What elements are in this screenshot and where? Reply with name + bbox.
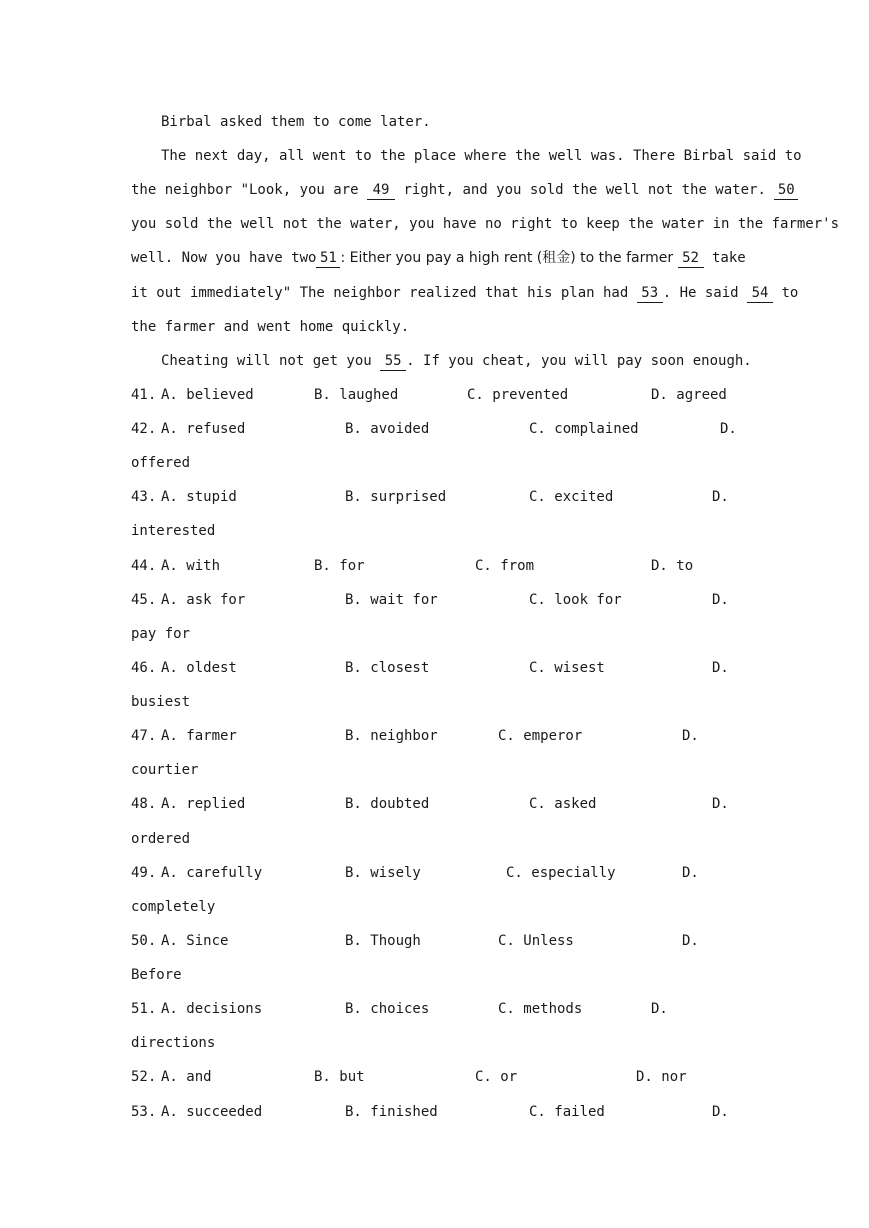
option-d: D. xyxy=(682,933,699,949)
question-number: 51. xyxy=(131,1001,157,1017)
passage-text: take xyxy=(703,250,746,266)
option-a: A. and xyxy=(161,1069,212,1085)
passage-text: : Either you pay a high rent (租金) to the farmer xyxy=(340,250,678,266)
option-c: C. look for xyxy=(529,592,622,608)
option-c: C. from xyxy=(475,558,535,574)
option-d-continued: interested xyxy=(131,523,216,539)
question-number: 50. xyxy=(131,933,157,949)
question-number: 52. xyxy=(131,1069,157,1085)
passage-text: you sold the well not the water, you have no right to keep the water in the farmer's xyxy=(131,216,840,232)
option-b: B. for xyxy=(314,558,365,574)
option-b: B. finished xyxy=(345,1104,438,1120)
option-d-continued: offered xyxy=(131,455,191,471)
passage-text: well. Now you have two xyxy=(131,250,317,266)
question-number: 43. xyxy=(131,489,157,505)
question-number: 46. xyxy=(131,660,157,676)
option-d: D. xyxy=(712,660,729,676)
option-c: C. complained xyxy=(529,421,639,437)
passage-text: it out immediately" The neighbor realized that his plan had xyxy=(131,285,637,301)
option-b: B. wait for xyxy=(345,592,438,608)
option-d: D. xyxy=(651,1001,668,1017)
question-number: 41. xyxy=(131,387,157,403)
option-a: A. stupid xyxy=(161,489,237,505)
question-number: 44. xyxy=(131,558,157,574)
option-a: A. Since xyxy=(161,933,229,949)
passage-text: Cheating will not get you xyxy=(161,353,381,369)
option-c: C. methods xyxy=(498,1001,583,1017)
option-c: C. prevented xyxy=(467,387,569,403)
option-a: A. succeeded xyxy=(161,1104,263,1120)
passage-line xyxy=(131,214,839,234)
option-b: B. but xyxy=(314,1069,365,1085)
passage-line xyxy=(131,283,798,303)
passage-text: . If you cheat, you will pay soon enough. xyxy=(406,353,752,369)
option-d: D. xyxy=(712,489,729,505)
option-d-continued: directions xyxy=(131,1035,216,1051)
option-b: B. closest xyxy=(345,660,430,676)
option-b: B. avoided xyxy=(345,421,430,437)
option-c: C. failed xyxy=(529,1104,605,1120)
question-number: 53. xyxy=(131,1104,157,1120)
option-d: D. xyxy=(712,592,729,608)
option-c: C. emperor xyxy=(498,728,583,744)
blank-55: 55 xyxy=(380,353,406,371)
option-c: C. asked xyxy=(529,796,597,812)
option-d: D. xyxy=(682,865,699,881)
passage-text: Birbal asked them to come later. xyxy=(161,114,431,130)
option-c: C. wisest xyxy=(529,660,605,676)
option-a: A. replied xyxy=(161,796,246,812)
blank-49: 49 xyxy=(367,182,395,200)
blank-54: 54 xyxy=(747,285,773,303)
option-a: A. with xyxy=(161,558,221,574)
blank-52: 52 xyxy=(678,250,704,268)
option-a: A. refused xyxy=(161,421,246,437)
blank-53: 53 xyxy=(637,285,663,303)
passage-text: to xyxy=(773,285,799,301)
option-c: C. especially xyxy=(506,865,616,881)
option-d: D. xyxy=(712,796,729,812)
option-b: B. laughed xyxy=(314,387,399,403)
option-d: D. to xyxy=(651,558,694,574)
option-d: D. nor xyxy=(636,1069,687,1085)
question-number: 49. xyxy=(131,865,157,881)
option-d: D. xyxy=(712,1104,729,1120)
passage-text: right, and you sold the well not the water. xyxy=(395,182,775,198)
passage-text: . He said xyxy=(662,285,748,301)
option-d-continued: busiest xyxy=(131,694,191,710)
blank-50: 50 xyxy=(774,182,798,200)
option-d: D. xyxy=(682,728,699,744)
option-c: C. or xyxy=(475,1069,518,1085)
passage-line xyxy=(161,112,431,132)
passage-line xyxy=(131,180,798,200)
option-b: B. wisely xyxy=(345,865,421,881)
option-d-continued: courtier xyxy=(131,762,199,778)
option-d-continued: pay for xyxy=(131,626,191,642)
passage-line xyxy=(131,248,746,268)
option-b: B. surprised xyxy=(345,489,447,505)
question-number: 48. xyxy=(131,796,157,812)
option-c: C. excited xyxy=(529,489,614,505)
option-a: A. decisions xyxy=(161,1001,263,1017)
passage-line xyxy=(131,317,409,337)
question-number: 45. xyxy=(131,592,157,608)
option-b: B. Though xyxy=(345,933,421,949)
passage-text: the farmer and went home quickly. xyxy=(131,319,410,335)
option-c: C. Unless xyxy=(498,933,574,949)
option-a: A. believed xyxy=(161,387,254,403)
option-d: D. xyxy=(720,421,737,437)
blank-51: 51 xyxy=(316,250,340,268)
option-d-continued: completely xyxy=(131,899,216,915)
passage-line xyxy=(161,146,802,166)
option-a: A. oldest xyxy=(161,660,237,676)
option-a: A. farmer xyxy=(161,728,237,744)
option-d-continued: ordered xyxy=(131,831,191,847)
passage-line xyxy=(161,351,752,371)
question-number: 47. xyxy=(131,728,157,744)
option-b: B. choices xyxy=(345,1001,430,1017)
passage-text: The next day, all went to the place where the well was. There Birbal said to xyxy=(161,148,802,164)
option-b: B. neighbor xyxy=(345,728,438,744)
option-b: B. doubted xyxy=(345,796,430,812)
question-number: 42. xyxy=(131,421,157,437)
option-a: A. ask for xyxy=(161,592,246,608)
option-d-continued: Before xyxy=(131,967,182,983)
option-d: D. agreed xyxy=(651,387,727,403)
option-a: A. carefully xyxy=(161,865,263,881)
passage-text: the neighbor "Look, you are xyxy=(131,182,368,198)
